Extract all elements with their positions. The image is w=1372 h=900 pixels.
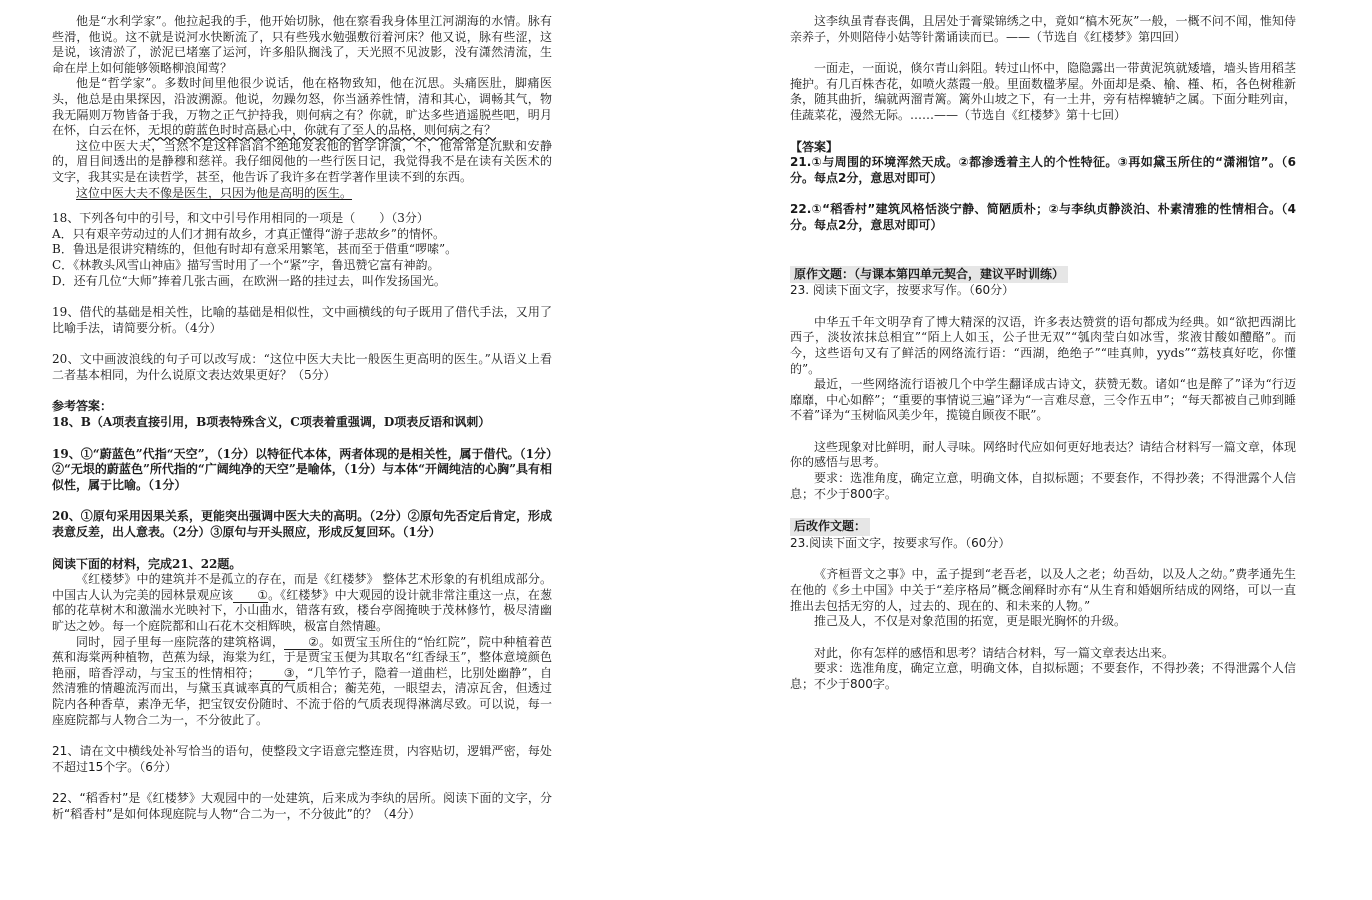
reading-paragraph (52, 635, 552, 729)
reading-text: 《红楼梦》中的建筑并不是孤立的存在，而是《红楼梦》 整体艺术形象的有机组成部分。中国古人认为完美的园林景观应该 (52, 572, 552, 602)
question-18: 18、下列各句中的引号，和文中引号作用相同的一项是（ ）（3分） (52, 211, 429, 226)
original-essay-label-text: 原作文题：（与课本第四单元契合，建议平时训练） (790, 266, 1068, 284)
answer-19: 19、①“蔚蓝色”代指“天空”，（1分）以特征代本体，两者体现的是相关性，属于借代。（1分）②“无垠的蔚蓝色”所代指的“广阔纯净的天空”是喻体，（1分）与本体“开阔纯洁的心胸”具有相似性，属于比喻。（1分） (52, 446, 552, 492)
question-22: 22、“稻香村”是《红楼梦》大观园中的一处建筑，后来成为李纨的居所。阅读下面的文字，分析“稻香村”是如何体现庭院与人物“合二为一，不分彼此”的？（4分） (52, 791, 552, 821)
option-a: A．只有艰辛劳动过的人们才拥有故乡，才真正懂得“游子悲故乡”的情怀。 (52, 226, 445, 241)
reading-text: 。如贾宝玉所住的“怡红院”，院中种植着芭蕉和海棠两种植物，芭蕉为绿，海棠为红，于是贾宝玉便为其取名“红香绿玉”，整体意境颜色艳丽，暗香浮动，与宝玉的性情相符； (52, 634, 552, 680)
answer-20: 20、①原句采用因果关系，更能突出强调中医大夫的高明。（2分）②原句先否定后肯定，形成表意反差，出人意表。（2分）③原句与开头照应，形成反复回环。（1分） (52, 509, 552, 540)
original-essay-question: 23. 阅读下面文字，按要求写作。（60分） (790, 283, 1015, 298)
option-d: D．还有几位“大师”捧着几张古画，在欧洲一路的挂过去，叫作发扬国光。 (52, 273, 446, 288)
reading-title: 阅读下面的材料，完成21、22题。 (52, 556, 242, 571)
passage-paragraph: 他是“水利学家”。他拉起我的手，他开始切脉，他在察看我身体里江河湖海的水情。脉有些滑，他说。这不就是说河水快断流了，只有些残水勉强敷衍着河床？他又说，脉有些涩，这是说，该清淤了，淤泥已堵塞了运河，许多船队搁浅了，天光照不见波影，没有潇然清流，生命在岸上如何能够领略柳浪闻莺？ (52, 14, 552, 75)
revised-essay-question: 23.阅读下面文字，按要求写作。（60分） (790, 535, 1011, 550)
reading-text: 同时，园子里每一座院落的建筑格调， (76, 634, 285, 649)
answer-label: 【答案】 (790, 139, 839, 154)
reference-answer-title: 参考答案： (52, 399, 113, 414)
wavy-underlined-sentence: 无垠的蔚蓝色时时高悬心中，你就有了至人的品格，则何病之有？ (148, 123, 497, 138)
revised-essay-requirements: 要求：选准角度，确定立意，明确文体，自拟标题；不要套作，不得抄袭；不得泄露个人信息；不少于800字。 (790, 661, 1296, 691)
blank-3: ③ (260, 667, 295, 681)
passage-paragraph: 这位中医大夫，当然不是这样滔滔不绝地发表他的哲学讲演，不，他常常是沉默和安静的，眉目间透出的是静穆和慈祥。我仔细阅他的一些行医日记，我觉得我不是在读有关医术的文字，我其实是在读哲学，甚至，他告诉了我许多在哲学著作里读不到的东西。 (52, 138, 552, 184)
left-column (52, 14, 552, 823)
option-c: C．《林教头风雪山神庙》描写雪时用了一个“紧”字，鲁迅赞它富有神韵。 (52, 257, 440, 272)
revised-essay-label-text: 后改作文题： (790, 518, 870, 536)
original-essay-prompt: 这些现象对比鲜明，耐人寻味。网络时代应如何更好地表达？请结合材料写一篇文章，体现你的感悟与思考。 (790, 439, 1296, 470)
reading-text: ，“几竿竹子，隐着一道曲栏，比别处幽静”，自然清雅的情趣流泻而出，与黛玉真诚率真的气质相合；蘅芜苑，一眼望去，清凉瓦舍，但透过院内各种香草，素净无华，把宝钗安份随时、不流于俗的气质表现得淋漓尽致。可以说，每一座庭院都与人物合二为一，不分彼此了。 (52, 665, 552, 727)
excerpt-chapter-4: 这李纨虽青春丧偶，且居处于膏粱锦绣之中，竟如“槁木死灰”一般，一概不问不闻，惟知侍亲养子，外则陪侍小姑等针黹诵读而已。——（节选自《红楼梦》第四回） (790, 14, 1296, 44)
underlined-sentence: 这位中医大夫不像是医生，只因为他是高明的医生。 (76, 185, 353, 200)
answer-22: 22.①“稻香村”建筑风格恬淡宁静、简陋质朴；②与李纨贞静淡泊、朴素清雅的性情相合。（4分。每点2分，意思对即可） (790, 202, 1296, 232)
excerpt-chapter-17: 一面走，一面说，倏尔青山斜阻。转过山怀中，隐隐露出一带黄泥筑就矮墙，墙头皆用稻茎掩护。有几百株杏花，如喷火蒸霞一般。里面数楹茅屋。外面却是桑、榆、槿、柘，各色树稚新条，随其曲折，编就两溜青篱。篱外山坡之下，有一土井，旁有桔槔辘轳之属。下面分畦列亩，佳蔬菜花，漫然无际。……——（节选自《红楼梦》第十七回） (790, 61, 1296, 122)
original-essay-material-2: 最近，一些网络流行语被几个中学生翻译成古诗文，获赞无数。诸如“也是醉了”译为“行迈靡靡，中心如醉”；“重要的事情说三遍”译为“一言难尽意，三令作五申”；“每天都被自己帅到睡不着”译为“玉树临风美少年，揽镜自顾夜不眠”。 (790, 377, 1296, 423)
reading-paragraph (52, 572, 552, 634)
option-b: B．鲁迅是很讲究精练的，但他有时却有意采用繁笔，甚而至于借重“啰嗦”。 (52, 242, 458, 257)
revised-essay-material-1: 《齐桓晋文之事》中，孟子提到“老吾老，以及人之老；幼吾幼，以及人之幼。”费孝通先生在他的《乡土中国》中关于“差序格局”概念阐释时亦有“从生育和婚姻所结成的网络，可以一直推出去包括无穷的人，过去的、现在的、和未来的人物。” (790, 567, 1296, 613)
original-essay-material-1: 中华五千年文明孕育了博大精深的汉语，许多表达赞赏的语句都成为经典。如“欲把西湖比西子，淡妆浓抹总相宜”“陌上人如玉，公子世无双”“瓠肉莹白如冰雪，浆液甘酸如醴酪”。而今，这些语句又有了鲜活的网络流行语：“西湖，绝绝子”“哇真帅，yyds”“荔枝真好吃，你懂的”。 (790, 314, 1296, 376)
blank-2: ② (284, 636, 319, 650)
original-essay-label (790, 266, 1296, 284)
question-21: 21、请在文中横线处补写恰当的语句，使整段文字语意完整连贯，内容贴切，逻辑严密，每处不超过15个字。（6分） (52, 744, 552, 774)
blank-1: ① (233, 589, 268, 603)
right-column (790, 14, 1296, 693)
original-essay-requirements: 要求：选准角度，确定立意，明确文体，自拟标题；不要套作，不得抄袭；不得泄露个人信息；不少于800字。 (790, 471, 1296, 501)
answer-21: 21.①与周围的环境浑然天成。②都渗透着主人的个性特征。③再如黛玉所住的“潇湘馆”。（6分。每点2分，意思对即可） (790, 155, 1296, 185)
question-20: 20、文中画波浪线的句子可以改写成：“这位中医大夫比一般医生更高明的医生。”从语义上看二者基本相同，为什么说原文表达效果更好？（5分） (52, 352, 552, 382)
revised-essay-prompt: 对此，你有怎样的感悟和思考？请结合材料，写一篇文章表达出来。 (814, 645, 1175, 660)
passage-paragraph (52, 76, 552, 138)
passage-text: 他是“哲学家”。多数时间里他很少说话，他在格物致知，他在沉思。头痛医肚，脚痛医头，他总是由果探因，沿波溯源。他说，勿躁勿怒，你当涵养性情，清和其心，调畅其气，物我无隔则万物皆备于我，万物之正气护持我，则何病之有？你就，旷达多些逍遥脱些吧，明月在怀，白云在怀， (52, 76, 552, 138)
revised-essay-label (790, 518, 1296, 536)
question-19: 19、借代的基础是相关性，比喻的基础是相似性，文中画横线的句子既用了借代手法，又用了比喻手法，请简要分析。（4分） (52, 305, 552, 335)
revised-essay-material-2: 推己及人，不仅是对象范围的拓宽，更是眼光胸怀的升级。 (814, 614, 1127, 629)
reading-text: 。《红楼梦》中大观园的设计就非常注重这一点，在葱郁的花草树木和激湍水光映衬下，小山曲水，错落有致，楼台亭阁掩映于茂林修竹，极尽清幽旷达之妙。每一个庭院都和山石花木交相辉映，极富自然情趣。 (52, 587, 552, 633)
answer-18: 18、B（A项表直接引用，B项表特殊含义，C项表着重强调，D项表反语和讽刺） (52, 415, 491, 430)
